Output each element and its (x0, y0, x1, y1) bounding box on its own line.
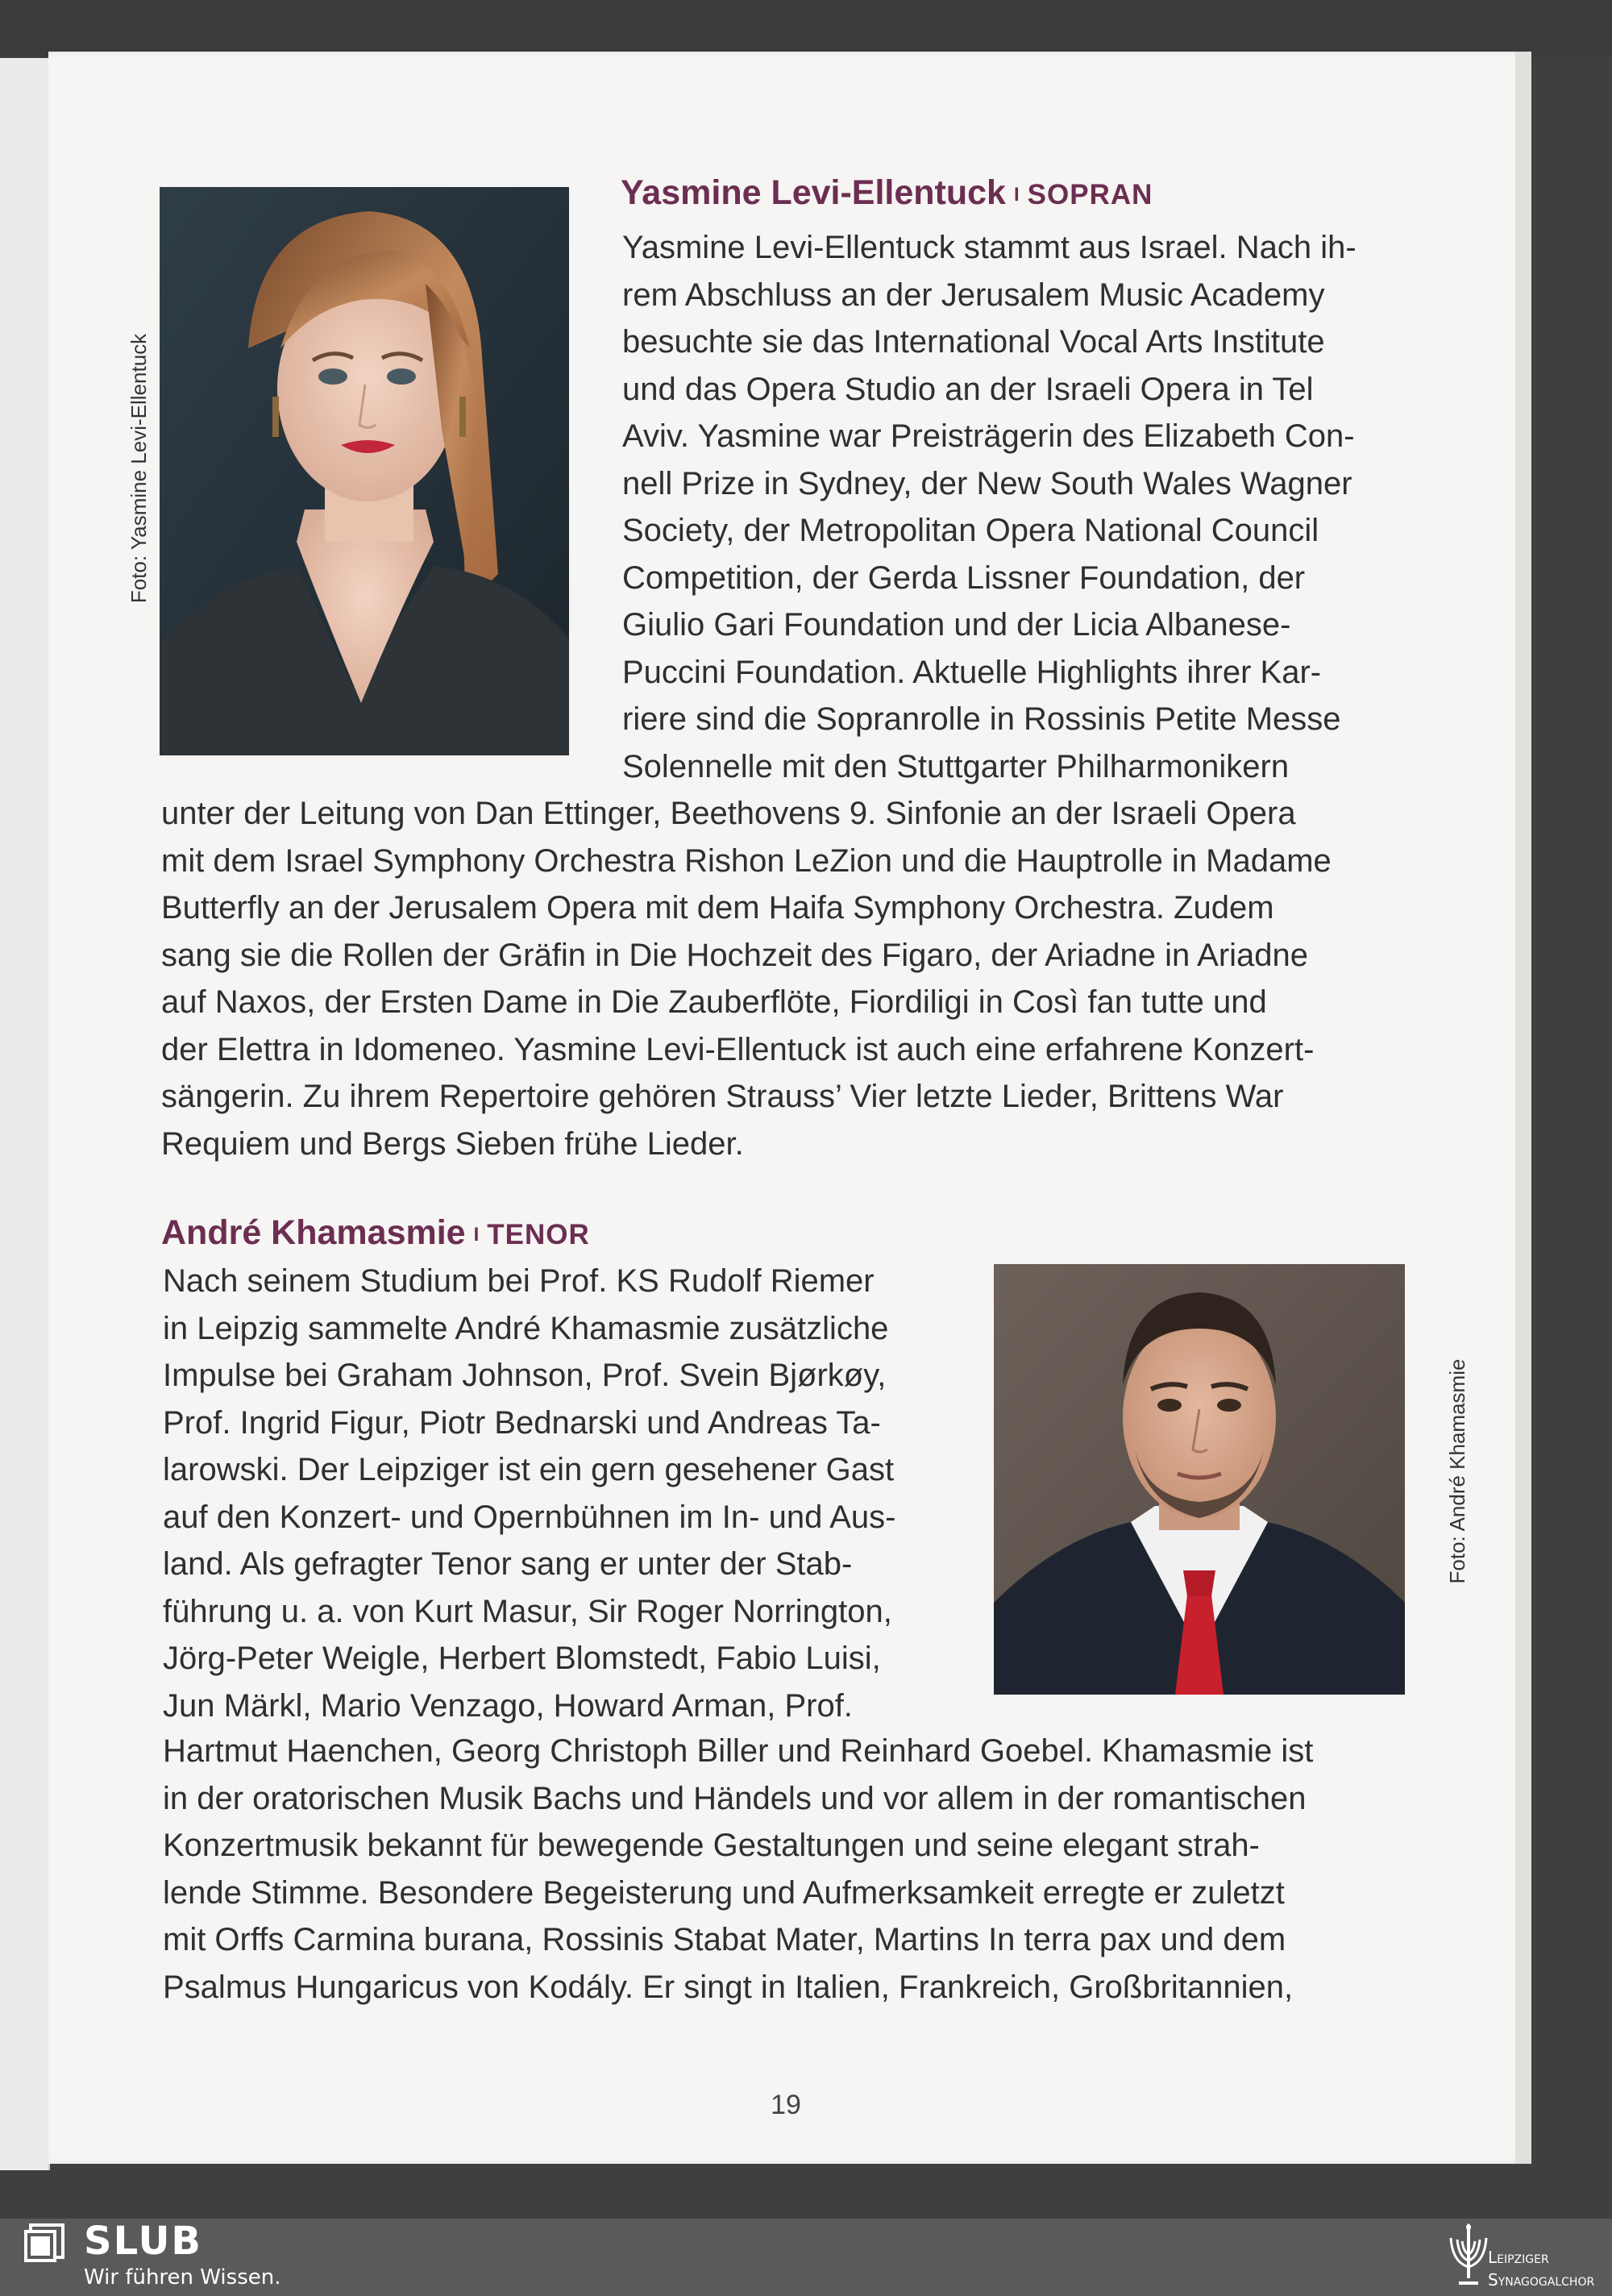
bio-line: Competition, der Gerda Lissner Foundation, der (622, 559, 1306, 596)
bio-line: Puccini Foundation. Aktuelle Highlights ihrer Kar- (622, 654, 1322, 690)
slub-book-icon (21, 2222, 66, 2267)
bio-line: führung u. a. von Kurt Masur, Sir Roger Norrington, (163, 1593, 892, 1629)
bio-line: rem Abschluss an der Jerusalem Music Academy (622, 277, 1325, 313)
bio-line: Hartmut Haenchen, Georg Christoph Biller und Reinhard Goebel. Khamasmie ist (163, 1733, 1314, 1769)
bio-line: Prof. Ingrid Figur, Piotr Bednarski und Andreas Ta- (163, 1404, 881, 1441)
heading-separator: I (473, 1224, 480, 1246)
library-name: SLUB (84, 2219, 203, 2264)
photo-credit-yasmine: Foto: Yasmine Levi-Ellentuck (127, 333, 151, 604)
bio-line: in der oratorischen Musik Bachs und Händels und vor allem in der romantischen (163, 1780, 1307, 1816)
singer2-bio-wrapped (163, 1258, 969, 1729)
singer1-heading (621, 173, 1153, 213)
singer1-name: Yasmine Levi-Ellentuck (621, 173, 1006, 212)
bio-line: Solennelle mit den Stuttgarter Philharmonikern (622, 748, 1290, 784)
previous-page-edge (0, 58, 50, 2170)
choir-name-line2: Synagogalchor (1488, 2270, 1595, 2290)
bio-line: Konzertmusik bekannt für bewegende Gestaltungen und seine elegant strah- (163, 1828, 1260, 1863)
choir-name (1488, 2246, 1594, 2291)
bio-line: sängerin. Zu ihrem Repertoire gehören Strauss’ Vier letzte Lieder, Brittens War (161, 1079, 1284, 1114)
bio-line: lende Stimme. Besondere Begeisterung und Aufmerksamkeit erregte er zuletzt (163, 1874, 1285, 1911)
singer1-voice: SOPRAN (1027, 179, 1153, 210)
photo-andre-khamasmie (994, 1264, 1405, 1695)
bio-line: Requiem und Bergs Sieben frühe Lieder. (161, 1125, 744, 1162)
bio-line: sang sie die Rollen der Gräfin in Die Hochzeit des Figaro, der Ariadne in Ariadne (161, 937, 1309, 973)
singer1-bio-wrapped (622, 224, 1428, 790)
bio-line: auf Naxos, der Ersten Dame in Die Zauberflöte, Fiordiligi in Così fan tutte und (161, 984, 1267, 1020)
bio-line: besuchte sie das International Vocal Arts Institute (622, 324, 1325, 360)
heading-separator: I (1013, 184, 1020, 206)
page-edge-shadow (1515, 52, 1531, 2164)
bio-line: in Leipzig sammelte André Khamasmie zusätzliche (163, 1310, 889, 1346)
bio-line: der Elettra in Idomeneo. Yasmine Levi-Ellentuck ist auch eine erfahrene Konzert- (161, 1031, 1315, 1067)
singer2-name: André Khamasmie (161, 1213, 466, 1252)
choir-name-line1: Leipziger (1488, 2248, 1549, 2267)
photo-yasmine-levi-ellentuck (160, 187, 569, 755)
singer2-bio-full (163, 1728, 1412, 2011)
bio-line: Yasmine Levi-Ellentuck stammt aus Israel. Nach ih- (622, 230, 1356, 265)
bio-line: unter der Leitung von Dan Ettinger, Beethovens 9. Sinfonie an der Israeli Opera (161, 796, 1296, 831)
bio-line: Butterfly an der Jerusalem Opera mit dem Haifa Symphony Orchestra. Zudem (161, 890, 1274, 925)
bio-line: Jun Märkl, Mario Venzago, Howard Arman, Prof. (163, 1687, 853, 1724)
bio-line: mit dem Israel Symphony Orchestra Rishon LeZion und die Hauptrolle in Madame (161, 842, 1332, 879)
bio-line: mit Orffs Carmina burana, Rossinis Stabat Mater, Martins In terra pax und dem (163, 1922, 1286, 1957)
bio-line: Aviv. Yasmine war Preisträgerin des Elizabeth Con- (622, 418, 1355, 454)
singer2-heading (161, 1213, 590, 1253)
bio-line: Society, der Metropolitan Opera National Council (622, 513, 1319, 548)
bio-line: Giulio Gari Foundation und der Licia Albanese- (622, 607, 1291, 643)
bio-line: land. Als gefragter Tenor sang er unter der Stab- (163, 1546, 853, 1582)
bio-line: larowski. Der Leipziger ist ein gern gesehener Gast (163, 1452, 895, 1487)
singer2-voice: TENOR (487, 1219, 590, 1250)
bio-line: Psalmus Hungaricus von Kodály. Er singt in Italien, Frankreich, Großbritannien, (163, 1969, 1294, 2005)
bio-line: Nach seinem Studium bei Prof. KS Rudolf Riemer (163, 1263, 875, 1299)
menorah-icon (1444, 2222, 1493, 2291)
page-number: 19 (771, 2090, 801, 2120)
singer1-bio-full (161, 790, 1410, 1167)
bio-line: auf den Konzert- und Opernbühnen im In- und Aus- (163, 1499, 896, 1535)
bio-line: nell Prize in Sydney, der New South Wales Wagner (622, 465, 1352, 501)
scan-background (0, 0, 1612, 56)
bio-line: Impulse bei Graham Johnson, Prof. Svein Bjørkøy, (163, 1358, 887, 1393)
bio-line: riere sind die Sopranrolle in Rossinis Petite Messe (622, 701, 1341, 737)
photo-credit-andre: Foto: André Khamasmie (1445, 1358, 1469, 1584)
bio-line: und das Opera Studio an der Israeli Opera in Tel (622, 371, 1314, 407)
bio-line: Jörg-Peter Weigle, Herbert Blomstedt, Fabio Luisi, (163, 1641, 881, 1676)
library-tagline: Wir führen Wissen. (84, 2265, 281, 2290)
